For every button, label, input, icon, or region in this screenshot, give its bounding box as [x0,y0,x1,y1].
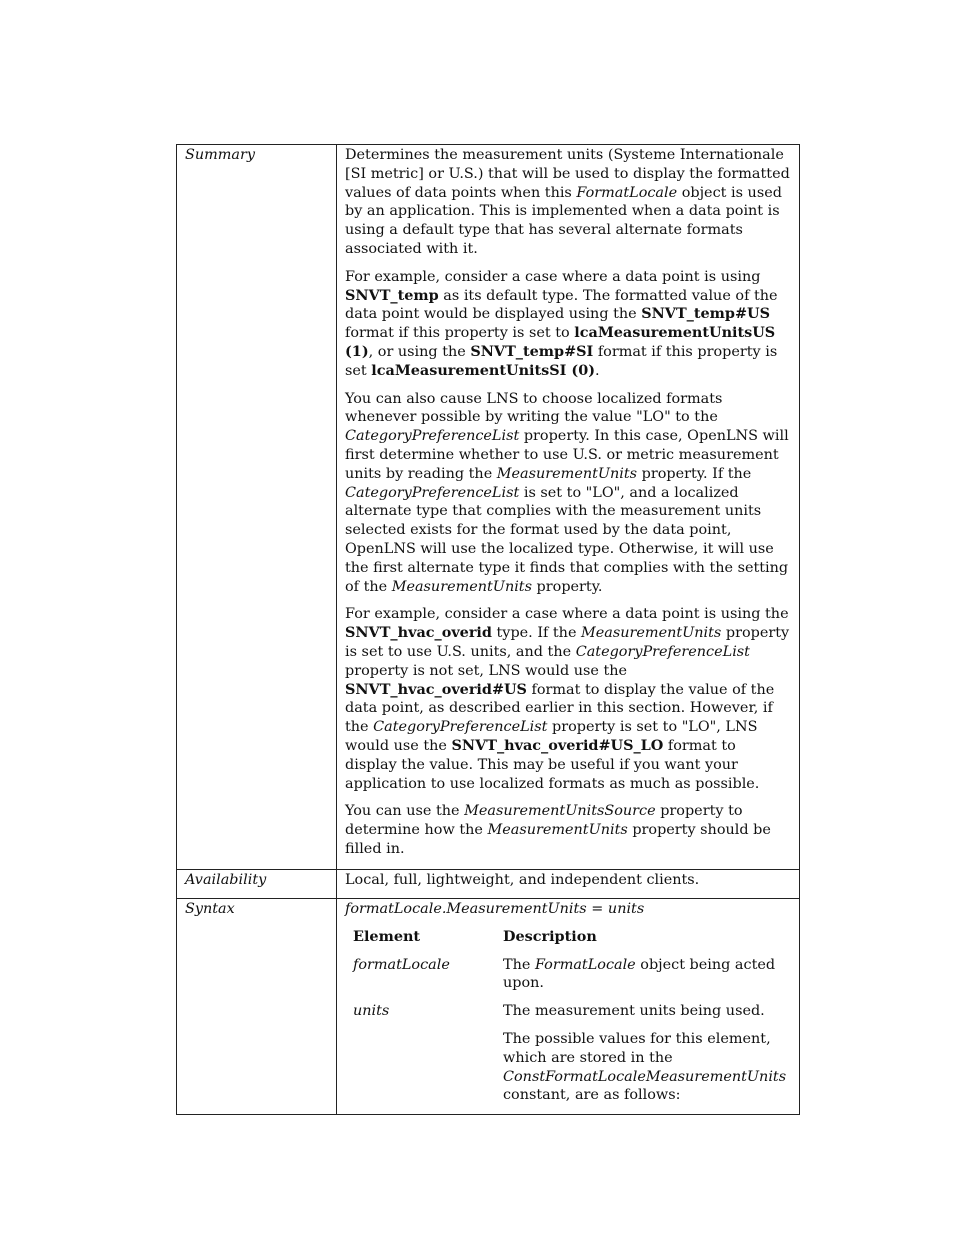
summary-label-cell [177,145,337,870]
element-header: Element [353,927,421,945]
units-description-1: The measurement units being used. [503,1003,765,1020]
property-table [176,144,800,1115]
availability-row [177,870,800,899]
element-name: units [353,1003,390,1020]
element-name: formatLocale [353,956,450,973]
syntax-label-cell [177,899,337,1115]
element-table [345,928,791,1105]
syntax-label: Syntax [185,901,235,917]
summary-paragraph-3: You can also cause LNS to choose localized formats whenever possible by writing the value "LO" to the CategoryPreferenceList property. In this case, OpenLNS will first determine whether to use U.S. or metric measurement units by reading the MeasurementUnits property. If the CategoryPreferenceList is set to "LO", and a localized alternate type that complies with the measurement units selected exists for the format used by the data point, OpenLNS will use the localized type. Otherwise, it will use the first alternate type it finds that complies with the setting of the MeasurementUnits property. [345,390,789,595]
description-header: Description [503,927,597,945]
availability-text: Local, full, lightweight, and independent clients. [345,872,700,888]
syntax-content [337,899,800,1115]
table-row [345,956,791,1003]
element-table-header [345,928,791,956]
summary-paragraph-4: For example, consider a case where a data point is using the SNVT_hvac_overid type. If the MeasurementUnits property is set to use U.S. units, and the CategoryPreferenceList property is not set, LNS would use the SNVT_hvac_overid#US format to display the value of the data point, as described earlier in this section. However, if the CategoryPreferenceList property is set to "LO", LNS would use the SNVT_hvac_overid#US_LO format to display the value. This may be useful if you want your application to use localized formats as much as possible. [345,606,790,792]
element-description [495,1002,791,1105]
summary-paragraph-5: You can use the MeasurementUnitsSource property to determine how the MeasurementUnits property should be filled in. [345,803,771,857]
summary-paragraph-1: Determines the measurement units (Systeme Internationale [SI metric] or U.S.) that will be used to display the formatted values of data points when this FormatLocale object is used by an application. This is implemented when a data point is using a default type that has several alternate formats associated with it. [345,147,790,257]
syntax-line: formatLocale.MeasurementUnits = units [345,901,645,917]
element-description: The FormatLocale object being acted upon. [503,956,776,992]
summary-row [177,145,800,870]
syntax-row [177,899,800,1115]
summary-content [337,145,800,870]
summary-paragraph-2: For example, consider a case where a data point is using SNVT_temp as its default type. The formatted value of the data point would be displayed using the SNVT_temp#US format if this property is set to lcaMeasurementUnitsUS (1), or using the SNVT_temp#SI format if this property is set lcaMeasurementUnitsSI (0). [345,268,778,379]
units-description-2: The possible values for this element, which are stored in the ConstFormatLocaleMeasurementUnits constant, are as follows: [503,1030,787,1104]
availability-label: Availability [185,872,267,888]
availability-content [337,870,800,899]
summary-label: Summary [185,147,256,163]
table-row [345,1002,791,1105]
availability-label-cell [177,870,337,899]
